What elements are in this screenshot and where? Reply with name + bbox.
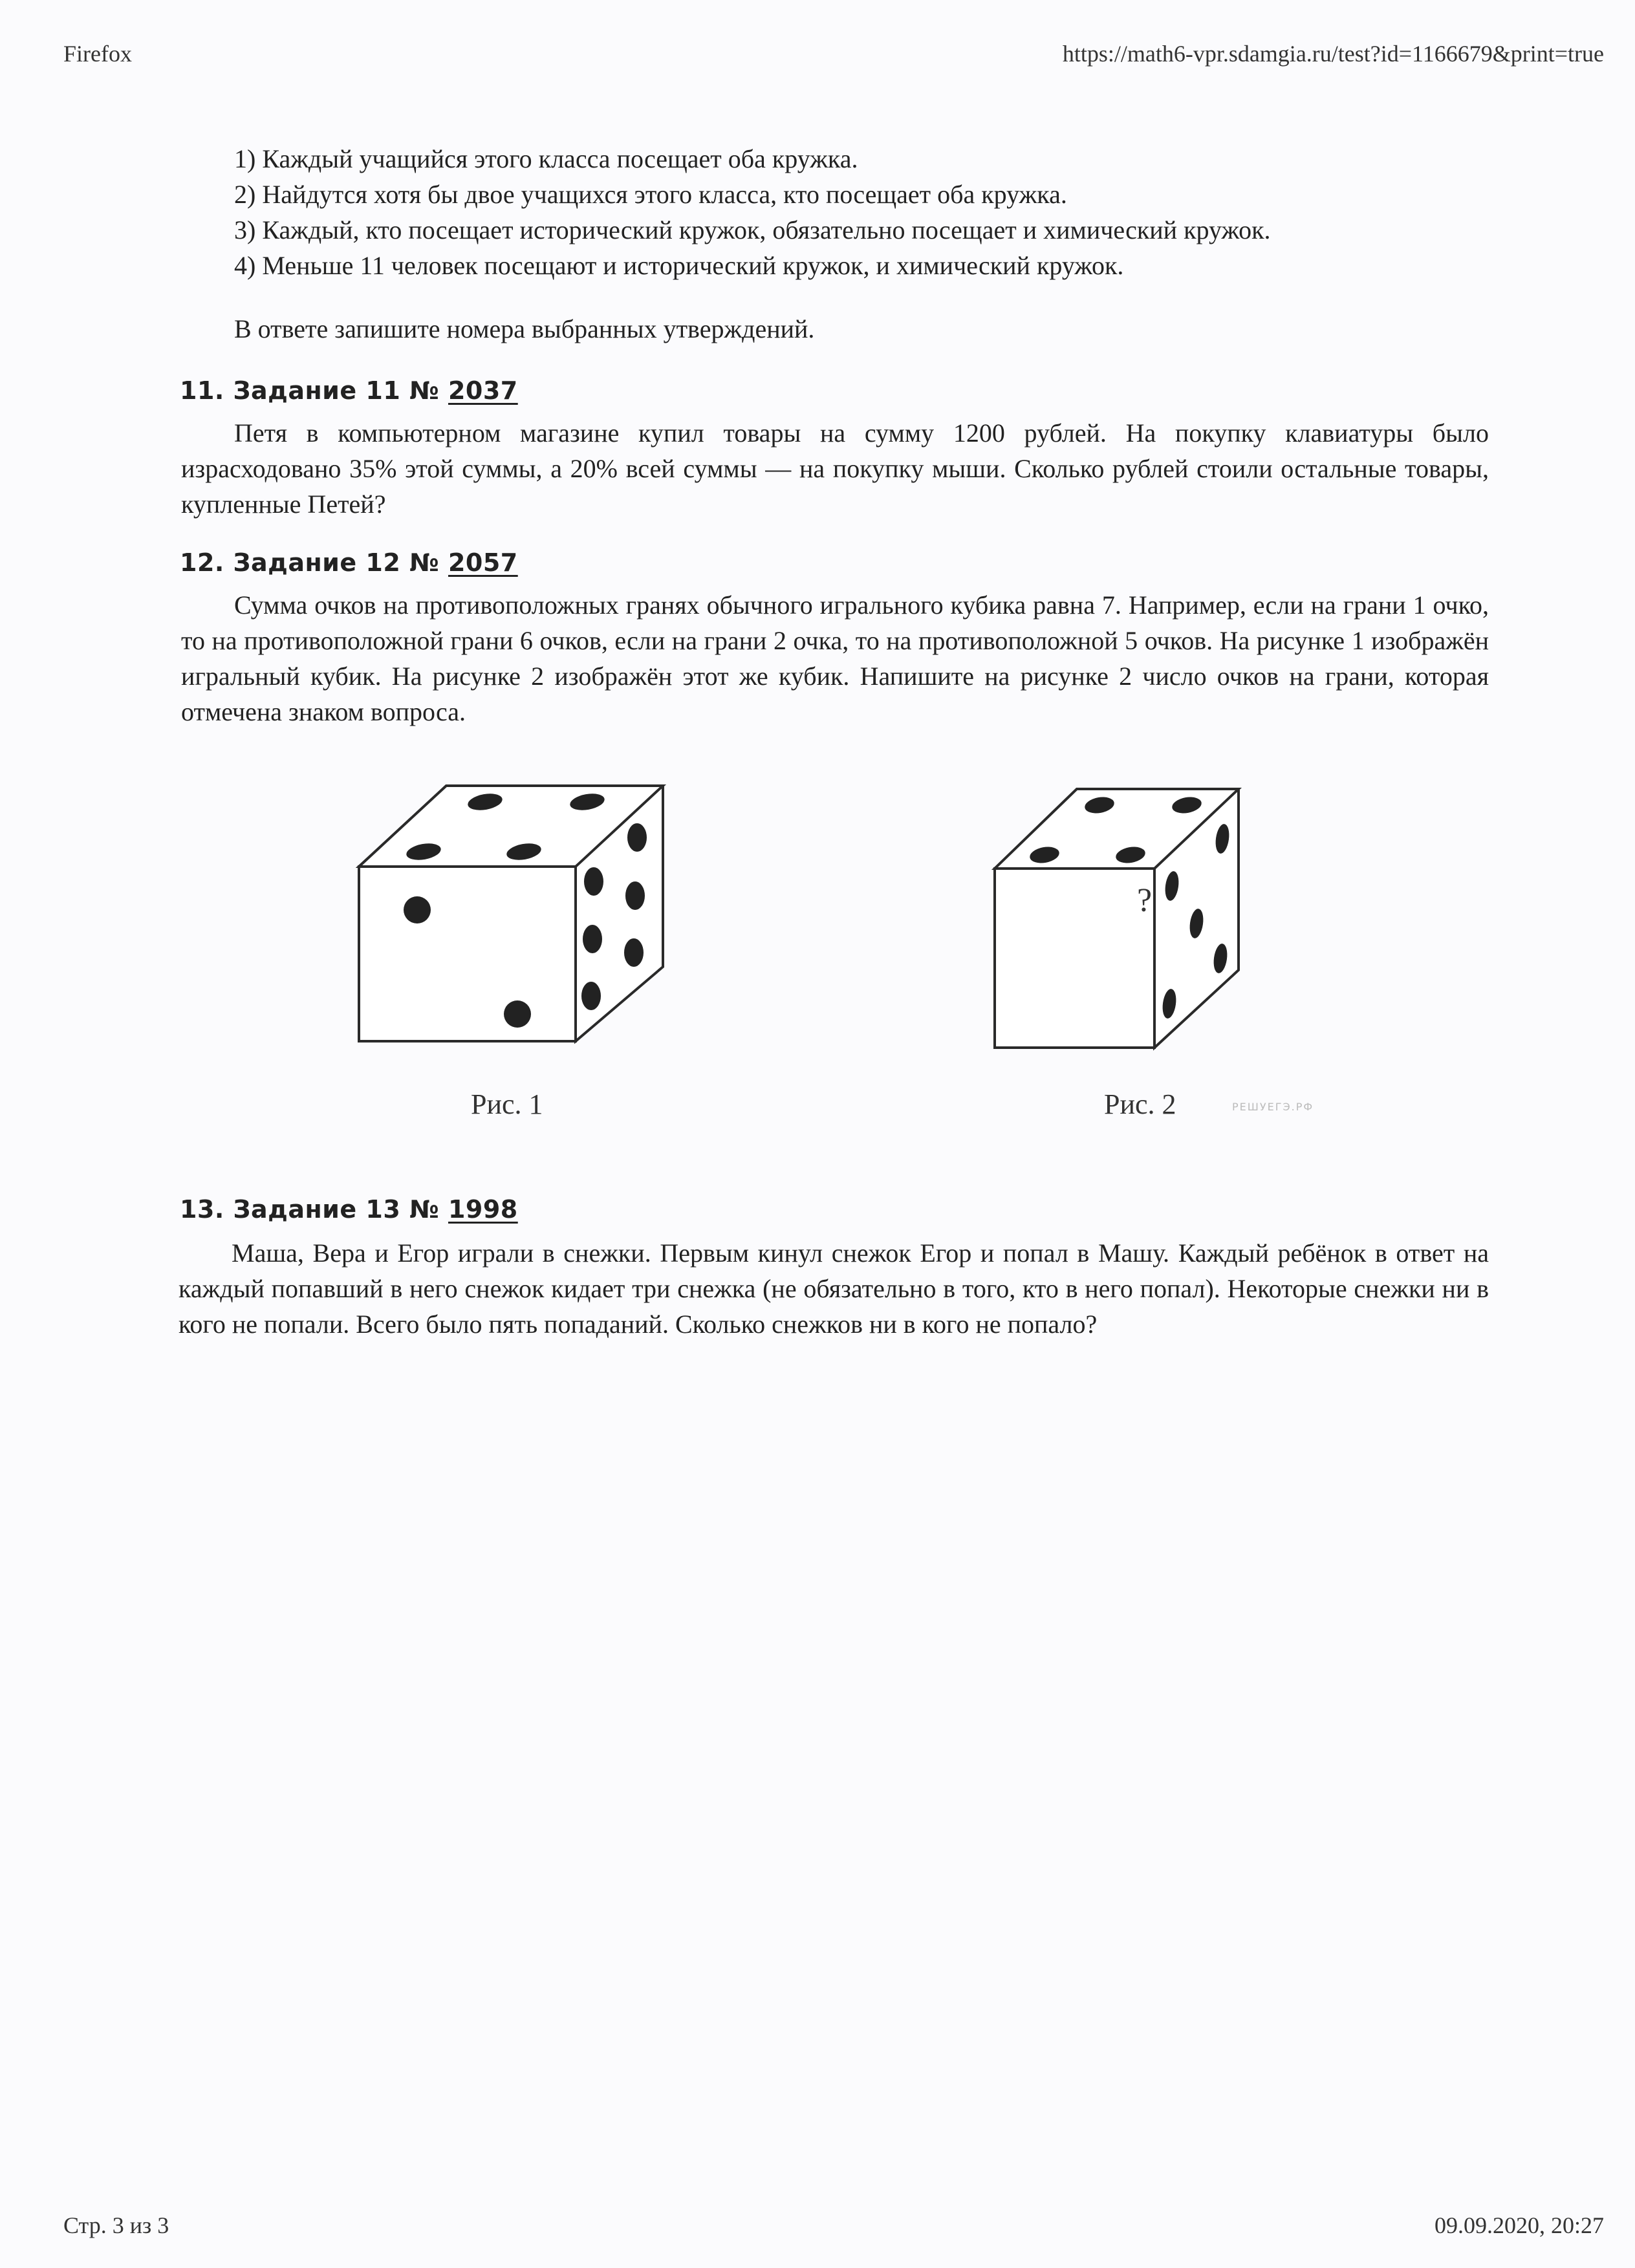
statement-item: 4) Меньше 11 человек посещают и исторический кружок, и химический кружок. — [234, 251, 1124, 280]
task-13-text: Маша, Вера и Егор играли в снежки. Первым кинул снежок Егор и попал в Машу. Каждый ребёнок в ответ на каждый попавший в него снежок кидает три снежка (не обязательно в того, кто в него попал). Некоторые снежки ни в кого не попали. Всего было пять попаданий. Сколько снежков ни в кого не попало? — [179, 1238, 1489, 1339]
task-12-heading — [180, 548, 518, 577]
dice-icon — [356, 773, 679, 1083]
statement-item: 1) Каждый учащийся этого класса посещает оба кружка. — [234, 144, 858, 173]
figure-1-caption: Рис. 1 — [471, 1088, 543, 1120]
task-13-title: 13. Задание 13 № — [180, 1195, 440, 1224]
figure-1-dice — [356, 773, 679, 1083]
task-11-id-link[interactable]: 2037 — [448, 376, 518, 405]
task-11-title: 11. Задание 11 № — [180, 376, 440, 405]
task-13-id-link[interactable]: 1998 — [448, 1195, 518, 1224]
browser-name: Firefox — [63, 41, 132, 67]
figure-2-caption: Рис. 2 — [1104, 1088, 1176, 1120]
statement-item: 3) Каждый, кто посещает исторический кружок, обязательно посещает и химический кружок. — [234, 215, 1271, 244]
task-11-text: Петя в компьютерном магазине купил товары на сумму 1200 рублей. На покупку клавиатуры было израсходовано 35% этой суммы, а 20% всей суммы — на покупку мыши. Сколько рублей стоили остальные товары, купленные Петей? — [181, 418, 1489, 519]
print-datetime: 09.09.2020, 20:27 — [1434, 2212, 1604, 2238]
statement-item: 2) Найдутся хотя бы двое учащихся этого класса, кто посещает оба кружка. — [234, 180, 1067, 209]
page-url: https://math6-vpr.sdamgia.ru/test?id=1166679&print=true — [1062, 41, 1604, 67]
figure-2-dice — [990, 776, 1248, 1080]
answer-instruction: В ответе запишите номера выбранных утверждений. — [234, 314, 815, 343]
statement-list — [234, 141, 1271, 283]
watermark: РЕШУЕГЭ.РФ — [1232, 1101, 1314, 1113]
page-number: Стр. 3 из 3 — [63, 2212, 169, 2238]
task-13-heading — [180, 1195, 518, 1224]
dice-icon — [990, 776, 1248, 1080]
question-mark-label: ? — [1137, 882, 1153, 919]
task-12-id-link[interactable]: 2057 — [448, 548, 518, 577]
task-11-heading — [180, 376, 518, 405]
task-12-text: Сумма очков на противоположных гранях обычного игрального кубика равна 7. Например, если на грани 1 очко, то на противоположной грани 6 очков, если на грани 2 очка, то на противоположной 5 очков. На рисунке 1 изображён игральный кубик. На рисунке 2 изображён этот же кубик. Напишите на рисунке 2 число очков на грани, которая отмечена знаком вопроса. — [181, 590, 1489, 726]
task-12-title: 12. Задание 12 № — [180, 548, 440, 577]
